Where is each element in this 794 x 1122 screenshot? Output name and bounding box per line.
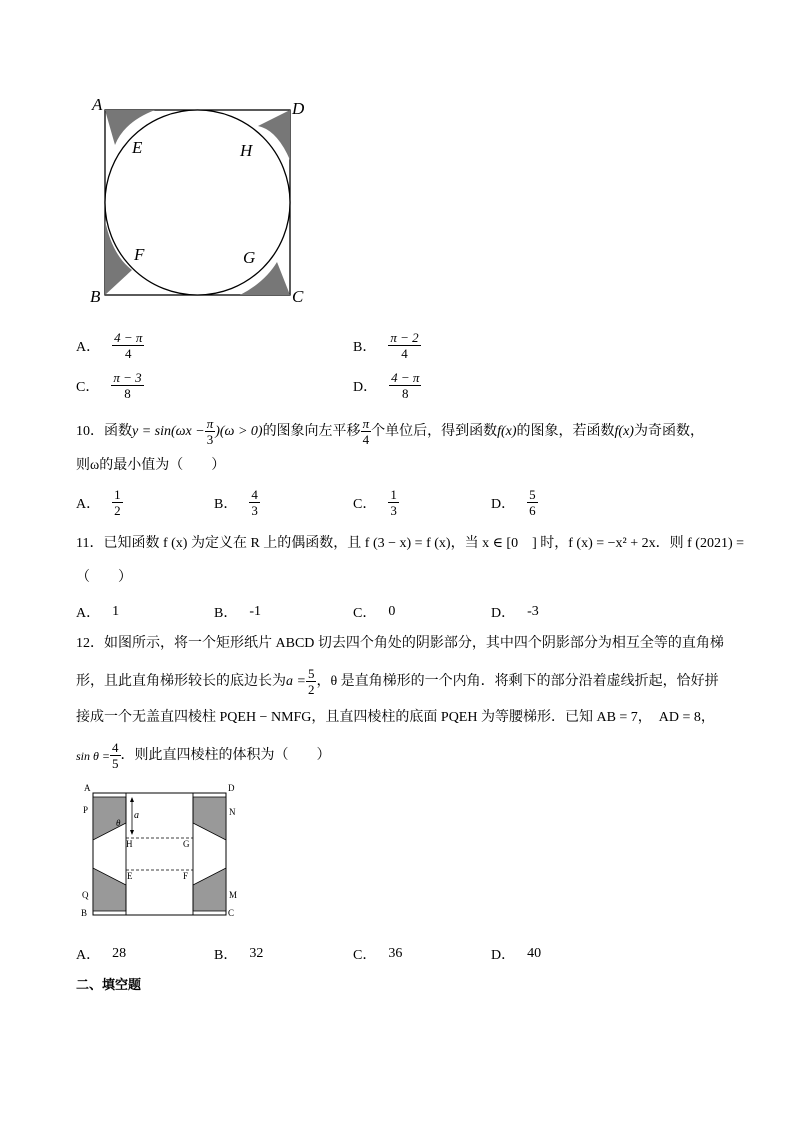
label-A: A	[92, 95, 103, 114]
q11-option-a[interactable]: A． 1	[76, 604, 120, 621]
q12-stem-line2: 形，且此直角梯形较长的底边长为 a = $\frac{5}{2}$ ，θ 是直角梯形的一个内角．将剩下的部分沿着虚线折起，恰好拼	[76, 666, 719, 697]
label-C: C	[292, 287, 304, 306]
label-E2: E	[127, 871, 133, 881]
label-C2: C	[228, 908, 235, 918]
label-P: P	[83, 805, 89, 815]
label-H2: H	[126, 839, 133, 849]
q10-option-d[interactable]: D． $\frac{5}{6}$	[491, 487, 536, 518]
q12-stem-line4: sin θ = $\frac{4}{5}$ ．则此直四棱柱的体积为（ ）	[76, 740, 331, 771]
label-D2: D	[228, 783, 235, 793]
q9-option-a[interactable]: A． $\frac{4 - \pi}{4}$	[76, 330, 143, 361]
q12-option-a[interactable]: A． 28	[76, 946, 127, 963]
figure-square-circle	[80, 90, 320, 310]
label-B: B	[90, 287, 101, 306]
q10-option-a[interactable]: A． $\frac{1}{2}$	[76, 487, 121, 518]
q10-stem-line2: 则ω的最小值为（ ）	[76, 458, 226, 473]
label-N: N	[229, 807, 236, 817]
q12-option-d[interactable]: D． 40	[491, 946, 542, 963]
q11-option-d[interactable]: D． -3	[491, 604, 539, 621]
q12-stem-line3: 接成一个无盖直四棱柱 PQEH − NMFG，且直四棱柱的底面 PQEH 为等腰梯形．已知 AB = 7， AD = 8，	[76, 710, 715, 725]
q12-option-c[interactable]: C． 36	[353, 946, 403, 963]
q9-option-b[interactable]: B． $\frac{\pi - 2}{4}$	[353, 330, 419, 361]
section-heading-fill-in: 二、填空题	[76, 977, 142, 992]
label-M: M	[229, 890, 238, 900]
label-G: G	[243, 248, 256, 267]
figure-folding-paper	[78, 780, 248, 920]
label-D: D	[292, 99, 305, 118]
label-B2: B	[81, 908, 88, 918]
label-A2: A	[84, 783, 91, 793]
q10-stem: 10．函数 y = sin(ωx − $\frac{\pi}{3}$ )(ω > 0) 的图象向左平移 $\frac{\pi}{4}$ 个单位后，得到函数 f(x) 的图象，若函数 f(x) 为奇函数，	[76, 416, 704, 447]
q10-option-c[interactable]: C． $\frac{1}{3}$	[353, 487, 397, 518]
label-E: E	[132, 138, 143, 157]
q9-option-d[interactable]: D． $\frac{4 - \pi}{8}$	[353, 370, 420, 401]
label-Q: Q	[82, 890, 89, 900]
label-a: a	[134, 810, 139, 821]
q11-option-b[interactable]: B． -1	[214, 604, 262, 621]
q11-stem-line2: （ ）	[76, 570, 132, 585]
label-theta: θ	[116, 818, 121, 828]
q10-option-b[interactable]: B． $\frac{4}{3}$	[214, 487, 258, 518]
label-F2: F	[183, 871, 189, 881]
label-G2: G	[183, 839, 190, 849]
q9-option-c[interactable]: C． $\frac{\pi - 3}{8}$	[76, 370, 142, 401]
q12-option-b[interactable]: B． 32	[214, 946, 264, 963]
label-F: F	[134, 245, 145, 264]
label-H: H	[240, 141, 253, 160]
q11-option-c[interactable]: C． 0	[353, 604, 396, 621]
q11-stem: 11．已知函数 f (x) 为定义在 R 上的偶函数，且 f (3 − x) = f (x)，当 x ∈ [0 ] 时，f (x) = −x² + 2x．则 f (2021) =	[76, 536, 745, 551]
q12-stem-line1: 12．如图所示，将一个矩形纸片 ABCD 切去四个角处的阴影部分，其中四个阴影部分为相互全等的直角梯	[76, 636, 724, 651]
